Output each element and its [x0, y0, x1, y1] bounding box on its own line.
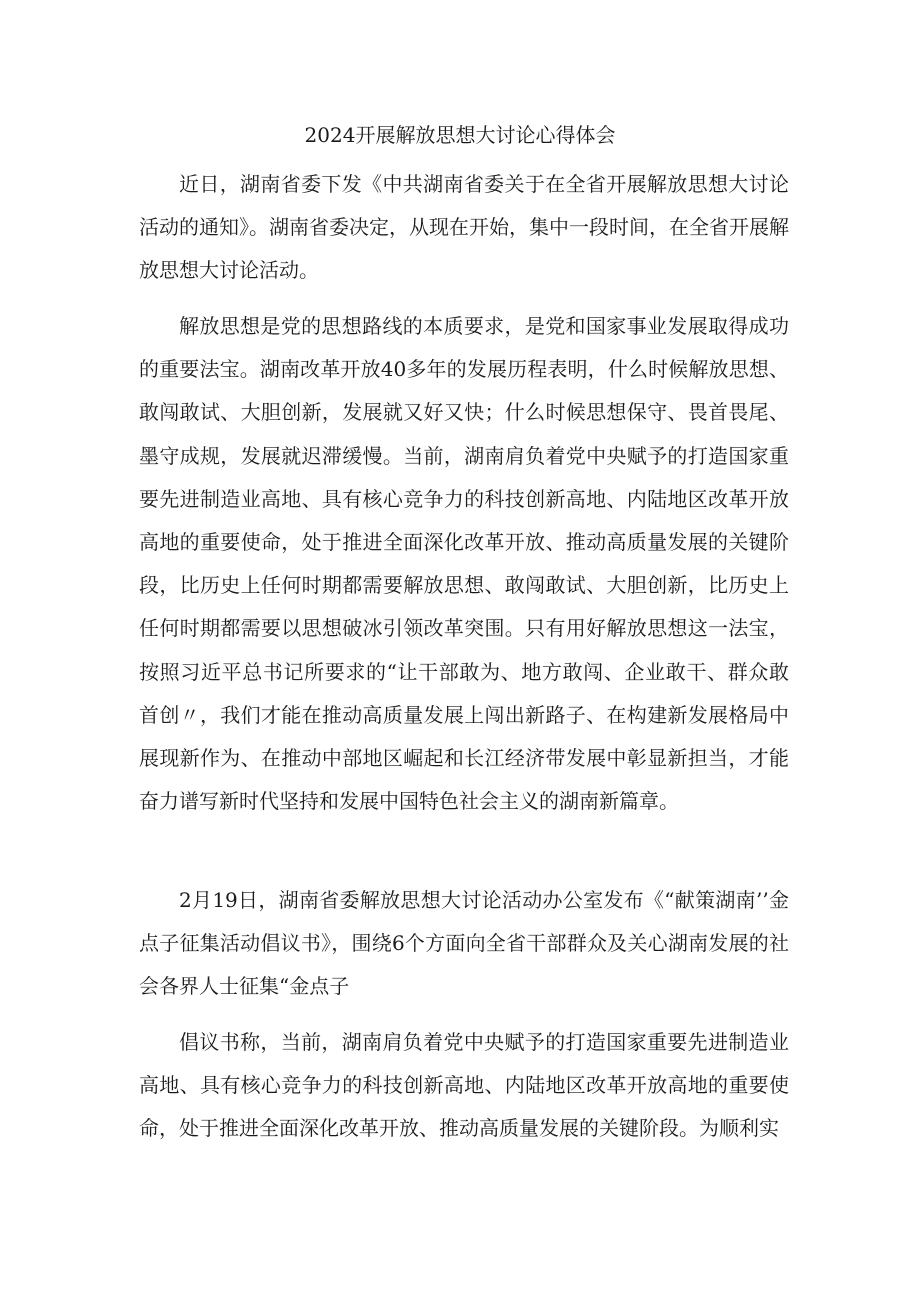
- paragraph-proposal: 倡议书称，当前，湖南肩负着党中央赋予的打造国家重要先进制造业高地、具有核心竞争力的科技创新高地、内陆地区改革开放高地的重要使命，处于推进全面深化改革开放、推动高质量发展的关键阶段。为顺利实: [139, 1030, 789, 1141]
- document-title: 2024开展解放思想大讨论心得体会: [304, 123, 616, 147]
- paragraph-emancipation: 解放思想是党的思想路线的本质要求，是党和国家事业发展取得成功的重要法宝。湖南改革开放40多年的发展历程表明，什么时候解放思想、敢闯敢试、大胆创新，发展就又好又快；什么时候思想保守、畏首畏尾、墨守成规，发展就迟滞缓慢。当前，湖南肩负着党中央赋予的打造国家重要先进制造业高地、具有核心竞争力的科技创新高地、内陆地区改革开放高地的重要使命，处于推进全面深化改革开放、推动高质量发展的关键阶段，比历史上任何时期都需要解放思想、敢闯敢试、大胆创新，比历史上任何时期都需要以思想破冰引领改革突围。只有用好解放思想这一法宝，按照习近平总书记所要求的“让干部敢为、地方敢闯、企业敢干、群众敢首创〃，我们才能在推动高质量发展上闯出新路子、在构建新发展格局中展现新作为、在推动中部地区崛起和长江经济带发展中彰显新担当，才能奋力谱写新时代坚持和发展中国特色社会主义的湖南新篇章。: [139, 314, 789, 814]
- paragraph-intro: 近日，湖南省委下发《中共湖南省委关于在全省开展解放思想大讨论活动的通知》。湖南省委决定，从现在开始，集中一段时间，在全省开展解放思想大讨论活动。: [139, 172, 789, 283]
- paragraph-golden-ideas: 2月19日，湖南省委解放思想大讨论活动办公室发布《“献策湖南’’金点子征集活动倡议书》，围绕6个方面向全省干部群众及关心湖南发展的社会各界人士征集“金点子: [139, 888, 789, 999]
